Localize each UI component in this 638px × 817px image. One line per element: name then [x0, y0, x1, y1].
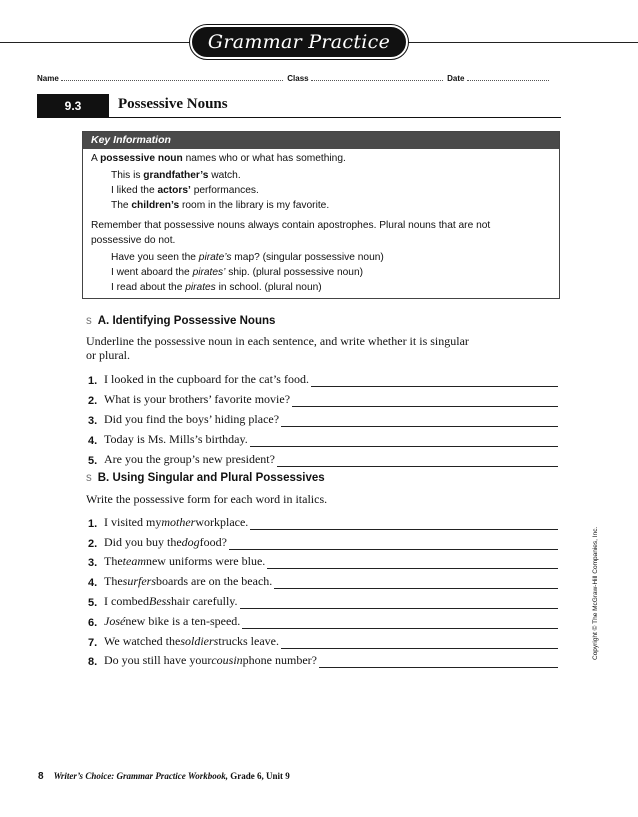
section-a-instructions-1: Underline the possessive noun in each sentence, and write whether it is singular — [86, 334, 469, 348]
exercise-a-item-2: 2. What is your brothers’ favorite movie? — [88, 387, 558, 407]
section-a-heading: s A. Identifying Possessive Nouns — [86, 315, 276, 327]
section-b-items — [88, 510, 558, 668]
answer-blank[interactable] — [240, 598, 559, 609]
answer-blank[interactable] — [281, 416, 558, 427]
exercise-b-item-1: 1. I visited my mother workplace. — [88, 510, 558, 530]
key-example-4: Have you seen the pirate’s map? (singular possessive noun) — [111, 252, 384, 263]
answer-blank[interactable] — [277, 456, 558, 467]
exercise-b-item-7: 7. We watched the soldiers trucks leave. — [88, 629, 558, 649]
exercise-b-item-2: 2. Did you buy the dog food? — [88, 530, 558, 550]
answer-blank[interactable] — [250, 436, 558, 447]
answer-blank[interactable] — [267, 558, 558, 569]
section-a-instructions-2: or plural. — [86, 348, 130, 362]
exercise-b-item-3: 3. The team new uniforms were blue. — [88, 550, 558, 570]
class-label: Class — [287, 74, 309, 83]
answer-blank[interactable] — [319, 657, 558, 668]
exercise-a-item-3: 3. Did you find the boys’ hiding place? — [88, 407, 558, 427]
copyright-notice: Copyright © The McGraw-Hill Companies, Inc. — [592, 526, 599, 660]
exercise-b-item-5: 5. I combed Bess hair carefully. — [88, 589, 558, 609]
exercise-b-item-4: 4. The surfers boards are on the beach. — [88, 569, 558, 589]
key-example-3: The children’s room in the library is my favorite. — [111, 200, 330, 211]
lesson-rule — [37, 117, 561, 118]
answer-blank[interactable] — [242, 618, 558, 629]
section-marker: s — [86, 315, 92, 327]
key-information-box — [82, 131, 560, 299]
answer-blank[interactable] — [229, 539, 558, 550]
key-remember-line-1: Remember that possessive nouns always contain apostrophes. Plural nouns that are not — [91, 220, 491, 231]
answer-blank[interactable] — [281, 638, 558, 649]
grade-unit: Grade 6, Unit 9 — [227, 771, 290, 781]
key-remember-line-2: possessive do not. — [91, 235, 176, 246]
answer-blank[interactable] — [311, 376, 558, 387]
lesson-number: 9.3 — [37, 94, 109, 118]
section-a-items — [88, 367, 558, 467]
date-label: Date — [447, 74, 465, 83]
lesson-title: Possessive Nouns — [118, 96, 228, 112]
section-marker: s — [86, 472, 92, 484]
class-field[interactable] — [311, 74, 443, 81]
key-example-2: I liked the actors’ performances. — [111, 185, 259, 196]
exercise-b-item-6: 6. José new bike is a ten-speed. — [88, 609, 558, 629]
date-field[interactable] — [467, 74, 549, 81]
answer-blank[interactable] — [274, 578, 558, 589]
name-class-date-line — [37, 74, 561, 83]
key-example-6: I read about the pirates in school. (plural noun) — [111, 282, 322, 293]
name-field[interactable] — [61, 74, 283, 81]
exercise-a-item-1: 1. I looked in the cupboard for the cat’s food. — [88, 367, 558, 387]
answer-blank[interactable] — [292, 396, 558, 407]
exercise-a-item-5: 5. Are you the group’s new president? — [88, 447, 558, 467]
section-b-instructions: Write the possessive form for each word in italics. — [86, 492, 328, 506]
page-number: 8 — [38, 771, 44, 782]
page-footer — [38, 771, 290, 782]
key-information-heading: Key Information — [83, 132, 559, 149]
book-title: Writer’s Choice: Grammar Practice Workbook, — [53, 771, 228, 781]
key-example-5: I went aboard the pirates’ ship. (plural possessive noun) — [111, 267, 364, 278]
key-definition: A possessive noun names who or what has something. — [91, 153, 346, 164]
name-label: Name — [37, 74, 59, 83]
exercise-a-item-4: 4. Today is Ms. Mills’s birthday. — [88, 427, 558, 447]
answer-blank[interactable] — [250, 519, 558, 530]
key-example-1: This is grandfather’s watch. — [111, 170, 241, 181]
page-banner: Grammar Practice — [190, 25, 408, 59]
section-b-heading: s B. Using Singular and Plural Possessives — [86, 472, 325, 484]
exercise-b-item-8: 8. Do you still have your cousin phone number? — [88, 649, 558, 669]
